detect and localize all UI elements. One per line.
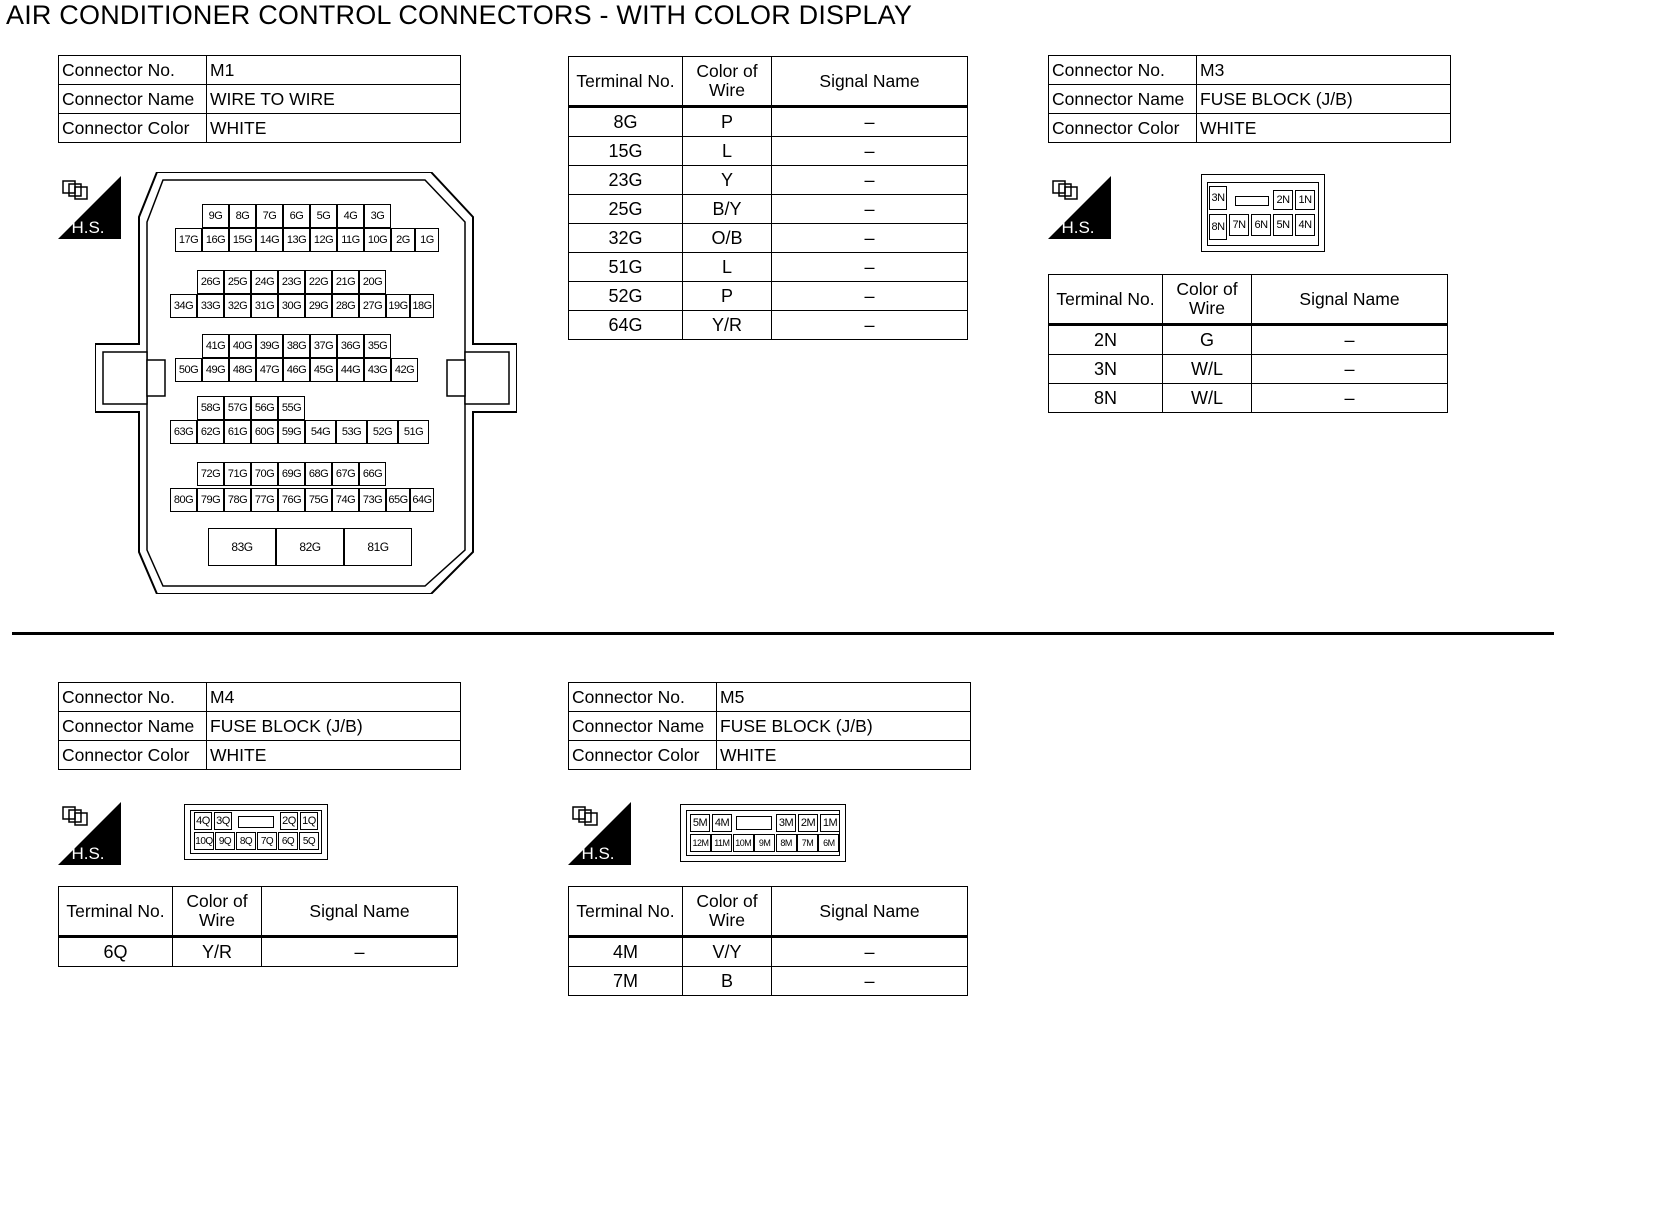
connector-pin: 66G <box>359 462 386 486</box>
connector-key <box>736 816 772 830</box>
header-terminal-no: Terminal No. <box>569 887 683 937</box>
signal-name-cell: – <box>772 166 968 195</box>
terminal-no-cell: 8G <box>569 107 683 137</box>
m4-connector-color: WHITE <box>207 741 461 770</box>
signal-name-cell: – <box>772 282 968 311</box>
connector-pin: 9G <box>202 204 229 228</box>
m5-connector-face <box>680 804 846 862</box>
connector-pin: 44G <box>337 358 364 382</box>
connector-pin: 47G <box>256 358 283 382</box>
connector-pin: 38G <box>283 334 310 358</box>
connector-pin: 43G <box>364 358 391 382</box>
connector-pin: 2Q <box>280 812 298 830</box>
connector-pin: 5M <box>690 814 710 832</box>
connector-pin: 59G <box>278 420 305 444</box>
hs-icon <box>58 802 121 865</box>
table-row <box>569 166 968 195</box>
connector-pin: 37G <box>310 334 337 358</box>
connector-pin: 52G <box>367 420 398 444</box>
signal-name-cell: – <box>772 195 968 224</box>
table-row <box>569 195 968 224</box>
connector-pin: 42G <box>391 358 418 382</box>
connector-pin: 54G <box>305 420 336 444</box>
terminal-no-cell: 2N <box>1049 325 1163 355</box>
connector-pin: 10Q <box>194 832 214 850</box>
connector-pin: 4N <box>1295 214 1315 236</box>
connector-pin: 48G <box>229 358 256 382</box>
wire-color-cell: G <box>1163 325 1252 355</box>
connector-pin: 12G <box>310 228 337 252</box>
label-connector-name: Connector Name <box>569 712 717 741</box>
label-connector-color: Connector Color <box>59 114 207 143</box>
connector-pin: 62G <box>197 420 224 444</box>
connector-pin: 60G <box>251 420 278 444</box>
header-color-of-wire: Color of Wire <box>173 887 262 937</box>
connector-pin: 5Q <box>299 832 319 850</box>
wire-color-cell: O/B <box>683 224 772 253</box>
label-connector-no: Connector No. <box>569 683 717 712</box>
connector-pin: 24G <box>251 270 278 294</box>
connector-pin: 8Q <box>236 832 256 850</box>
wire-color-cell: Y/R <box>173 937 262 967</box>
m3-connector-name: FUSE BLOCK (J/B) <box>1197 85 1451 114</box>
m4-terminal-table <box>58 886 458 967</box>
connector-pin: 9Q <box>215 832 235 850</box>
connector-pin: 3Q <box>214 812 232 830</box>
connector-pin: 58G <box>197 396 224 420</box>
connector-pin: 3M <box>776 814 796 832</box>
table-row <box>569 224 968 253</box>
header-terminal-no: Terminal No. <box>59 887 173 937</box>
header-signal-name: Signal Name <box>772 57 968 107</box>
connector-pin: 4M <box>712 814 732 832</box>
terminal-no-cell: 3N <box>1049 355 1163 384</box>
connector-pin: 19G <box>386 294 410 318</box>
signal-name-cell: – <box>1252 384 1448 413</box>
connector-pin: 21G <box>332 270 359 294</box>
m3-connector-color: WHITE <box>1197 114 1451 143</box>
m5-terminal-table <box>568 886 968 996</box>
wire-color-cell: B <box>683 967 772 996</box>
header-signal-name: Signal Name <box>1252 275 1448 325</box>
table-row <box>569 282 968 311</box>
connector-pin: 51G <box>398 420 429 444</box>
connector-pin: 4G <box>337 204 364 228</box>
hs-icon <box>568 802 631 865</box>
wire-color-cell: B/Y <box>683 195 772 224</box>
label-connector-name: Connector Name <box>1049 85 1197 114</box>
connector-pin: 8G <box>229 204 256 228</box>
wire-color-cell: V/Y <box>683 937 772 967</box>
connector-pin: 7Q <box>257 832 277 850</box>
signal-name-cell: – <box>772 311 968 340</box>
terminal-no-cell: 8N <box>1049 384 1163 413</box>
wire-color-cell: P <box>683 107 772 137</box>
terminal-no-cell: 25G <box>569 195 683 224</box>
connector-pin: 29G <box>305 294 332 318</box>
terminal-no-cell: 32G <box>569 224 683 253</box>
connector-pin: 7N <box>1229 214 1249 236</box>
label-connector-no: Connector No. <box>1049 56 1197 85</box>
connector-key <box>1235 196 1269 206</box>
m3-terminal-table <box>1048 274 1448 413</box>
connector-pin: 20G <box>359 270 386 294</box>
m5-connector-name: FUSE BLOCK (J/B) <box>717 712 971 741</box>
connector-pin: 11G <box>337 228 364 252</box>
connector-pin: 31G <box>251 294 278 318</box>
connector-pin: 1N <box>1295 190 1315 210</box>
table-row <box>569 137 968 166</box>
signal-name-cell: – <box>772 224 968 253</box>
terminal-no-cell: 52G <box>569 282 683 311</box>
connector-pin: 39G <box>256 334 283 358</box>
connector-pin: 1M <box>820 814 840 832</box>
label-connector-no: Connector No. <box>59 683 207 712</box>
connector-pin: 45G <box>310 358 337 382</box>
m1-connector-face <box>95 172 517 594</box>
m1-connector-no: M1 <box>207 56 461 85</box>
connector-pin: 50G <box>175 358 202 382</box>
header-color-of-wire: Color of Wire <box>683 57 772 107</box>
connector-pin: 46G <box>283 358 310 382</box>
label-connector-name: Connector Name <box>59 712 207 741</box>
connector-pin: 16G <box>202 228 229 252</box>
connector-pin: 78G <box>224 488 251 512</box>
connector-pin: 13G <box>283 228 310 252</box>
connector-pin: 83G <box>208 528 276 566</box>
connector-pin: 6M <box>818 834 839 852</box>
connector-pin: 81G <box>344 528 412 566</box>
connector-pin: 17G <box>175 228 202 252</box>
m1-terminal-table <box>568 56 968 340</box>
label-connector-no: Connector No. <box>59 56 207 85</box>
connector-pin: 7G <box>256 204 283 228</box>
connector-pin: 57G <box>224 396 251 420</box>
terminal-no-cell: 51G <box>569 253 683 282</box>
label-connector-color: Connector Color <box>569 741 717 770</box>
connector-pin: 72G <box>197 462 224 486</box>
section-divider <box>12 632 1554 635</box>
wire-color-cell: L <box>683 253 772 282</box>
m5-connector-color: WHITE <box>717 741 971 770</box>
connector-pin: 82G <box>276 528 344 566</box>
connector-pin: 3G <box>364 204 391 228</box>
connector-pin: 55G <box>278 396 305 420</box>
terminal-no-cell: 64G <box>569 311 683 340</box>
connector-pin: 2N <box>1273 190 1293 210</box>
connector-pin: 7M <box>797 834 818 852</box>
table-row <box>569 253 968 282</box>
connector-pin: 71G <box>224 462 251 486</box>
connector-pin: 76G <box>278 488 305 512</box>
hs-label: H.S. <box>1061 218 1095 237</box>
hs-label: H.S. <box>581 844 615 863</box>
table-row <box>569 311 968 340</box>
connector-pin: 56G <box>251 396 278 420</box>
connector-pin: 5G <box>310 204 337 228</box>
connector-pin: 5N <box>1273 214 1293 236</box>
label-connector-name: Connector Name <box>59 85 207 114</box>
label-connector-color: Connector Color <box>59 741 207 770</box>
table-row <box>59 937 458 967</box>
m3-info-table <box>1048 55 1451 143</box>
connector-pin: 2M <box>798 814 818 832</box>
connector-pin: 64G <box>410 488 434 512</box>
hs-label: H.S. <box>71 218 105 237</box>
table-row <box>569 107 968 137</box>
table-row <box>1049 325 1448 355</box>
connector-pin: 28G <box>332 294 359 318</box>
m5-connector-no: M5 <box>717 683 971 712</box>
header-signal-name: Signal Name <box>772 887 968 937</box>
wire-color-cell: W/L <box>1163 355 1252 384</box>
table-row <box>569 967 968 996</box>
header-color-of-wire: Color of Wire <box>1163 275 1252 325</box>
connector-pin: 80G <box>170 488 197 512</box>
signal-name-cell: – <box>772 137 968 166</box>
wire-color-cell: W/L <box>1163 384 1252 413</box>
header-terminal-no: Terminal No. <box>1049 275 1163 325</box>
connector-pin: 8N <box>1209 214 1227 240</box>
connector-pin: 70G <box>251 462 278 486</box>
connector-pin: 6Q <box>278 832 298 850</box>
m3-connector-face <box>1201 174 1325 252</box>
connector-pin: 65G <box>386 488 410 512</box>
wire-color-cell: P <box>683 282 772 311</box>
hs-icon <box>1048 176 1111 239</box>
connector-pin: 23G <box>278 270 305 294</box>
connector-pin: 1G <box>415 228 439 252</box>
wire-color-cell: Y <box>683 166 772 195</box>
m4-connector-name: FUSE BLOCK (J/B) <box>207 712 461 741</box>
connector-pin: 32G <box>224 294 251 318</box>
connector-pin: 10M <box>733 834 754 852</box>
terminal-no-cell: 23G <box>569 166 683 195</box>
connector-pin: 74G <box>332 488 359 512</box>
connector-key <box>238 816 274 828</box>
m1-connector-color: WHITE <box>207 114 461 143</box>
m4-connector-face <box>184 804 328 860</box>
connector-pin: 33G <box>197 294 224 318</box>
connector-pin: 63G <box>170 420 197 444</box>
connector-pin: 36G <box>337 334 364 358</box>
signal-name-cell: – <box>262 937 458 967</box>
wire-color-cell: Y/R <box>683 311 772 340</box>
header-terminal-no: Terminal No. <box>569 57 683 107</box>
m4-connector-no: M4 <box>207 683 461 712</box>
terminal-no-cell: 15G <box>569 137 683 166</box>
connector-pin: 25G <box>224 270 251 294</box>
connector-pin: 53G <box>336 420 367 444</box>
signal-name-cell: – <box>772 253 968 282</box>
m3-connector-no: M3 <box>1197 56 1451 85</box>
signal-name-cell: – <box>1252 325 1448 355</box>
signal-name-cell: – <box>772 937 968 967</box>
connector-pin: 12M <box>690 834 711 852</box>
wire-color-cell: L <box>683 137 772 166</box>
connector-pin: 6N <box>1251 214 1271 236</box>
connector-pin: 27G <box>359 294 386 318</box>
label-connector-color: Connector Color <box>1049 114 1197 143</box>
connector-pin: 61G <box>224 420 251 444</box>
table-row <box>1049 355 1448 384</box>
header-color-of-wire: Color of Wire <box>683 887 772 937</box>
m4-info-table <box>58 682 461 770</box>
connector-pin: 9M <box>754 834 775 852</box>
header-signal-name: Signal Name <box>262 887 458 937</box>
connector-pin: 75G <box>305 488 332 512</box>
table-row <box>1049 384 1448 413</box>
connector-pin: 22G <box>305 270 332 294</box>
terminal-no-cell: 6Q <box>59 937 173 967</box>
connector-pin: 15G <box>229 228 256 252</box>
terminal-no-cell: 7M <box>569 967 683 996</box>
connector-pin: 11M <box>711 834 732 852</box>
m5-info-table <box>568 682 971 770</box>
signal-name-cell: – <box>772 967 968 996</box>
signal-name-cell: – <box>1252 355 1448 384</box>
connector-pin: 40G <box>229 334 256 358</box>
connector-pin: 26G <box>197 270 224 294</box>
connector-pin: 4Q <box>194 812 212 830</box>
connector-pin: 79G <box>197 488 224 512</box>
connector-pin: 10G <box>364 228 391 252</box>
connector-pin: 49G <box>202 358 229 382</box>
signal-name-cell: – <box>772 107 968 137</box>
connector-pin: 8M <box>776 834 797 852</box>
connector-pin: 35G <box>364 334 391 358</box>
connector-pin: 34G <box>170 294 197 318</box>
terminal-no-cell: 4M <box>569 937 683 967</box>
hs-label: H.S. <box>71 844 105 863</box>
connector-pin: 73G <box>359 488 386 512</box>
connector-pin: 69G <box>278 462 305 486</box>
connector-pin: 68G <box>305 462 332 486</box>
connector-pin: 18G <box>410 294 434 318</box>
connector-pin: 6G <box>283 204 310 228</box>
connector-pin: 77G <box>251 488 278 512</box>
page-title: AIR CONDITIONER CONTROL CONNECTORS - WITH COLOR DISPLAY <box>6 0 913 30</box>
m1-connector-name: WIRE TO WIRE <box>207 85 461 114</box>
connector-pin: 30G <box>278 294 305 318</box>
m1-info-table <box>58 55 461 143</box>
connector-pin: 14G <box>256 228 283 252</box>
connector-pin: 3N <box>1209 186 1227 210</box>
connector-pin: 41G <box>202 334 229 358</box>
connector-pin: 2G <box>391 228 415 252</box>
table-row <box>569 937 968 967</box>
connector-pin: 1Q <box>300 812 318 830</box>
connector-pin: 67G <box>332 462 359 486</box>
